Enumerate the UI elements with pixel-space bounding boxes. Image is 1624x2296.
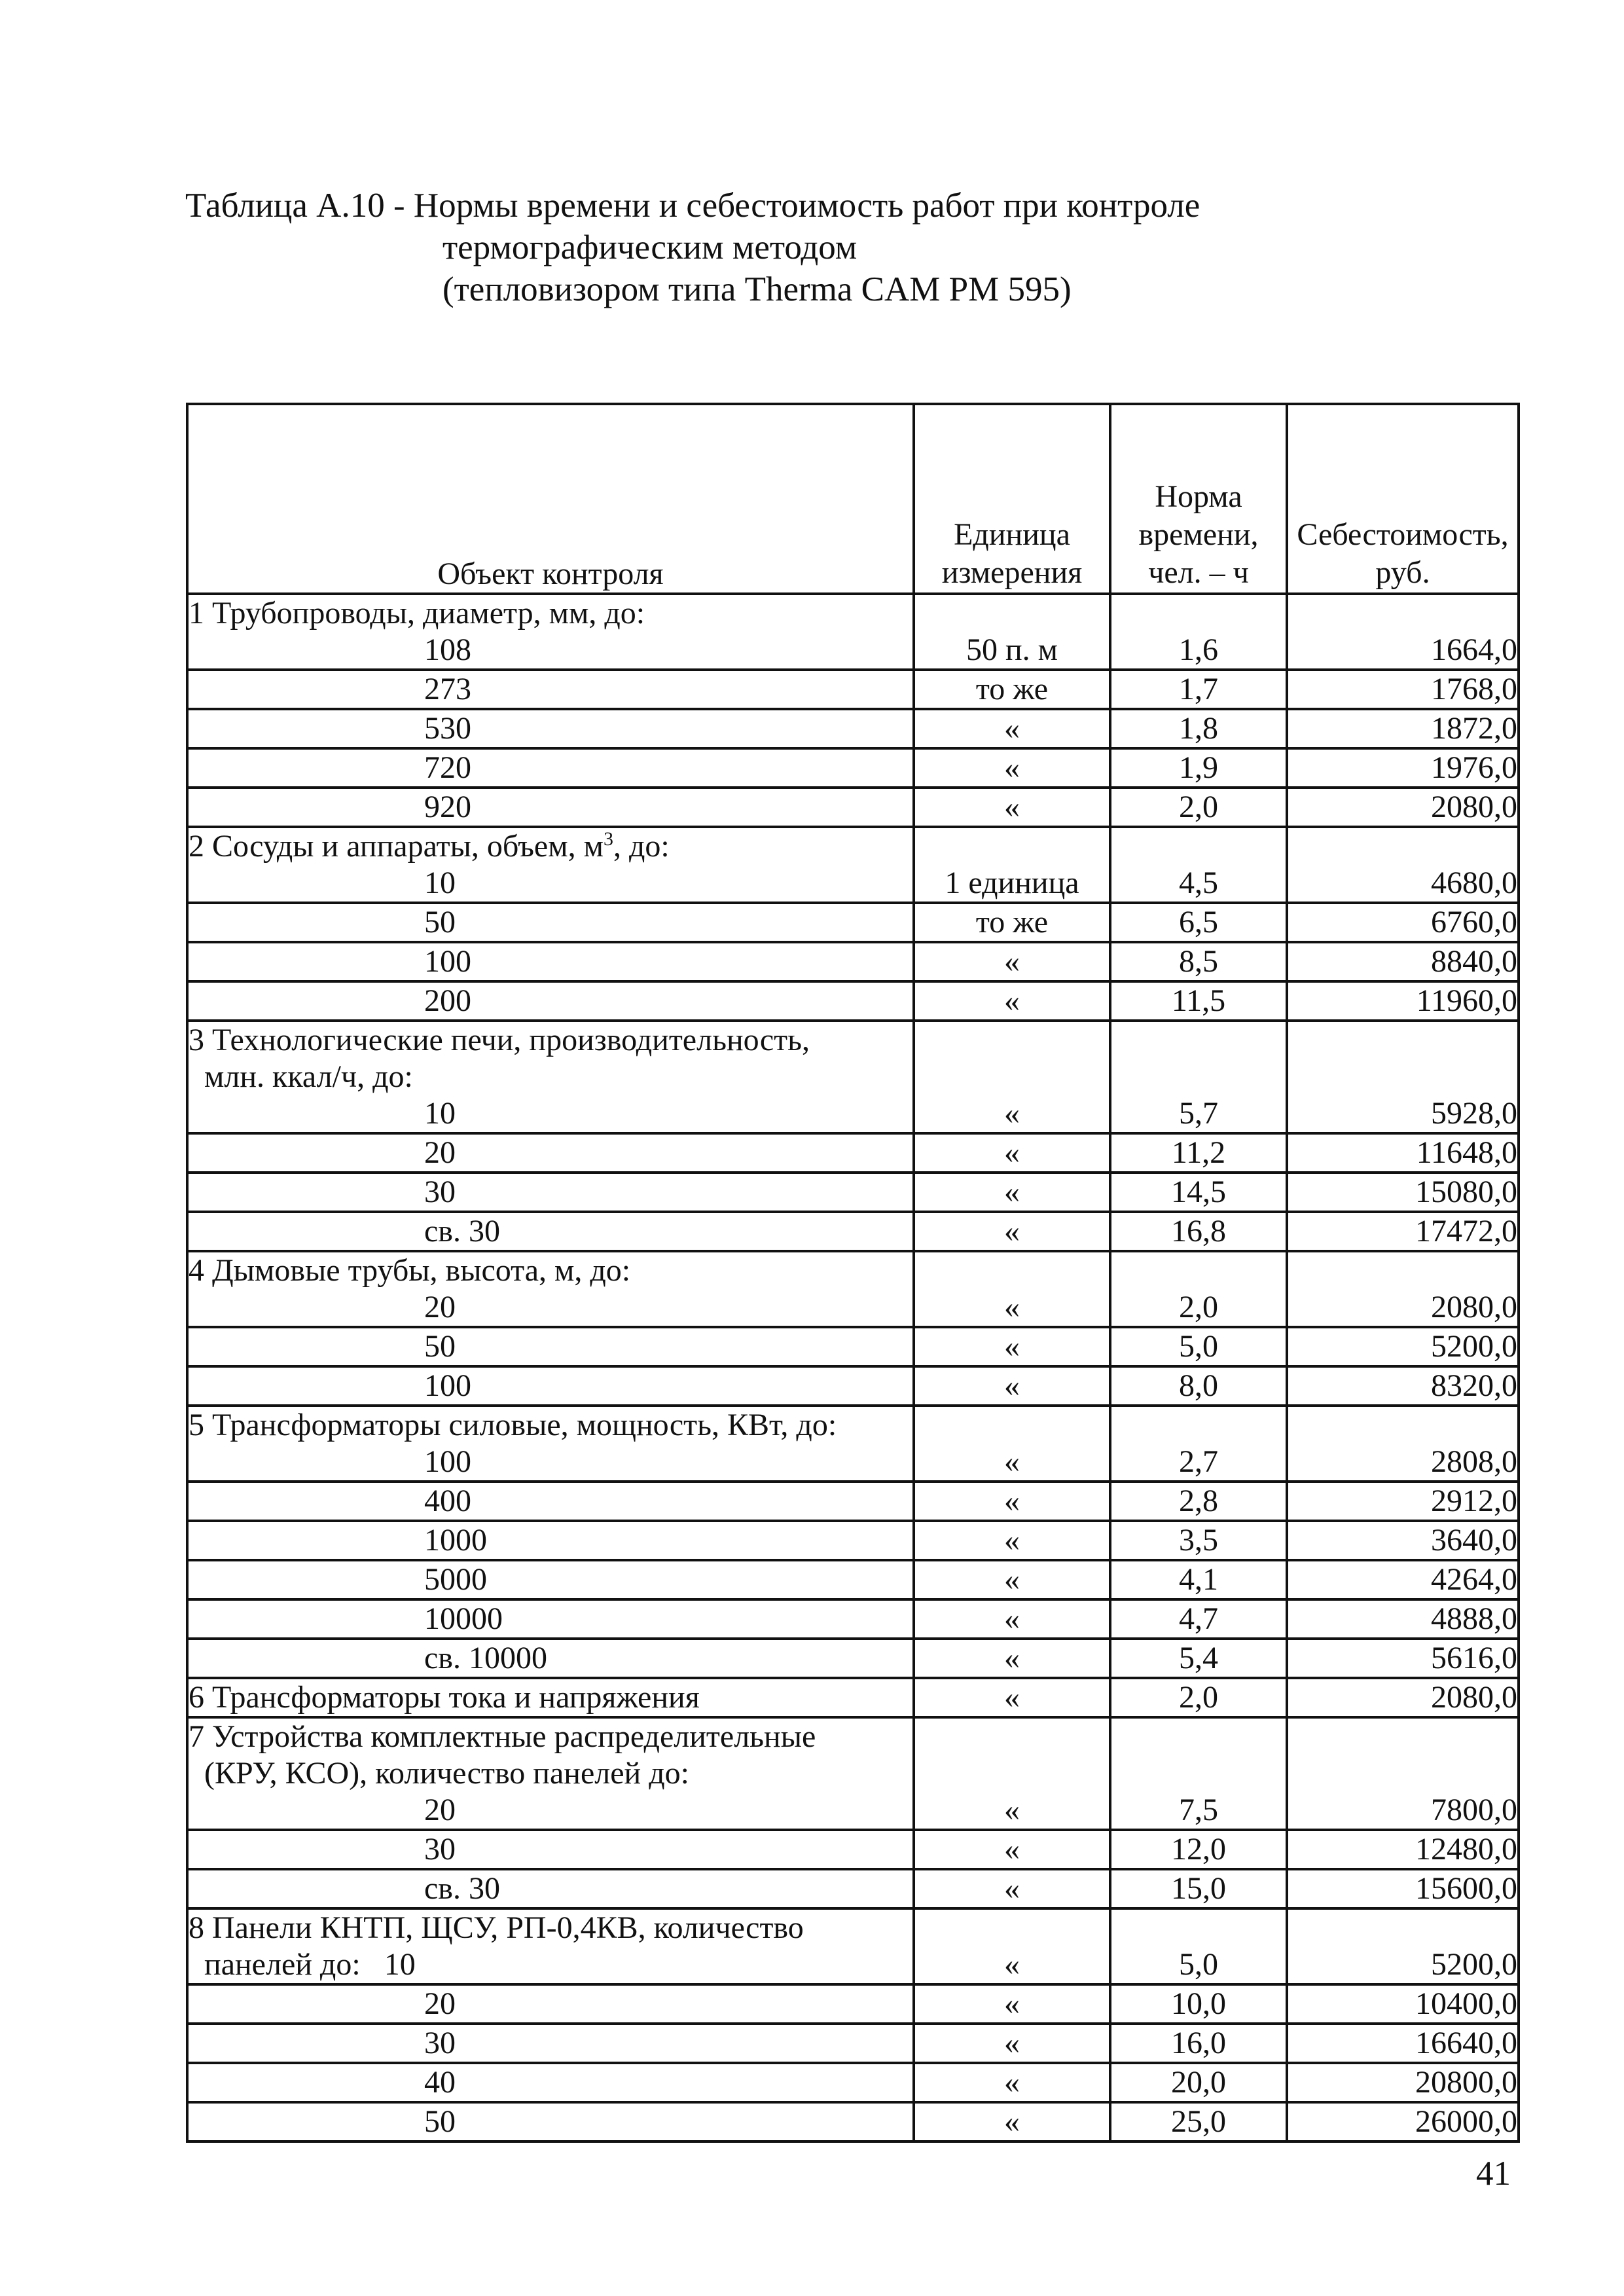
cell-norm: 1,9 [1110,748,1287,788]
cell-object [187,1678,914,1717]
row-value: 20 [424,1290,456,1324]
cell-unit: « [914,1366,1110,1406]
table-row [187,1133,1519,1173]
cell-unit: « [914,1599,1110,1639]
table-row [187,1482,1519,1521]
section-title-text: 3 Технологические печи, производительность, [189,1023,810,1057]
row-value: 1000 [424,1523,487,1558]
section-title [189,595,912,632]
header-unit: Единица измерения [914,404,1110,594]
cell-cost: 8840,0 [1287,942,1519,981]
cell-cost: 2912,0 [1287,1482,1519,1521]
cell-unit: « [914,2102,1110,2141]
section-block [189,595,912,668]
cell-object [187,1984,914,2024]
cell-cost: 2080,0 [1287,1251,1519,1327]
cell-cost: 11960,0 [1287,981,1519,1021]
row-value: 30 [424,1832,456,1867]
cell-cost: 2808,0 [1287,1406,1519,1482]
section-title-text: 1 Трубопроводы, диаметр, мм, до: [189,596,645,630]
cell-norm: 2,7 [1110,1406,1287,1482]
cell-object [187,2024,914,2063]
cell-object [187,1830,914,1869]
cell-cost: 15600,0 [1287,1869,1519,1908]
page-number: 41 [1476,2155,1511,2193]
cell-norm: 20,0 [1110,2063,1287,2102]
cell-object [187,2063,914,2102]
cell-unit: « [914,1984,1110,2024]
cell-object [187,670,914,709]
table-row [187,1984,1519,2024]
section-title-continuation: млн. ккал/ч, до: [204,1059,413,1094]
cell-unit: 1 единица [914,827,1110,903]
cell-unit: « [914,1133,1110,1173]
cell-unit: « [914,1639,1110,1678]
cell-norm: 1,7 [1110,670,1287,709]
table-header-row [187,404,1519,594]
cell-unit: « [914,709,1110,748]
cell-cost: 8320,0 [1287,1366,1519,1406]
cell-norm: 10,0 [1110,1984,1287,2024]
cell-object [187,1908,914,1984]
table-body [187,594,1519,2141]
cell-object [187,594,914,670]
cell-unit: « [914,2024,1110,2063]
table-row [187,827,1519,903]
table-row [187,709,1519,748]
cell-cost: 16640,0 [1287,2024,1519,2063]
table-row [187,1560,1519,1599]
cell-norm: 3,5 [1110,1521,1287,1560]
cell-object [187,1482,914,1521]
table-row [187,1251,1519,1327]
cell-object [187,1560,914,1599]
table-row [187,1406,1519,1482]
cell-unit: « [914,1327,1110,1366]
caption-line-2: термографическим методом [442,228,857,266]
row-value: 920 [424,790,471,824]
row-value: 50 [424,2104,456,2139]
table-row [187,1599,1519,1639]
row-value: 200 [424,983,471,1018]
header-norm: Норма времени, чел. – ч [1110,404,1287,594]
caption-line-3: (тепловизором типа Therma CAM PM 595) [442,270,1072,308]
cell-object [187,788,914,827]
row-value: 10000 [424,1601,503,1636]
cell-unit: « [914,1521,1110,1560]
table-row [187,1327,1519,1366]
header-object: Объект контроля [187,404,914,594]
cell-cost: 12480,0 [1287,1830,1519,1869]
section-title-text: 7 Устройства комплектные распределительные [189,1719,816,1754]
cell-unit: « [914,1717,1110,1830]
cell-cost: 5200,0 [1287,1908,1519,1984]
cell-norm: 2,0 [1110,1678,1287,1717]
cell-norm: 11,2 [1110,1133,1287,1173]
cell-unit: « [914,1678,1110,1717]
cell-norm: 5,7 [1110,1021,1287,1133]
section-block [189,1022,912,1132]
cell-norm: 2,0 [1110,1251,1287,1327]
cell-norm: 7,5 [1110,1717,1287,1830]
cell-object [187,709,914,748]
cell-unit: « [914,942,1110,981]
cell-norm: 5,4 [1110,1639,1287,1678]
section-title-text: 8 Панели КНТП, ЩСУ, РП-0,4КВ, количество [189,1910,804,1945]
row-value: 20 [424,1986,456,2021]
section-title-text: 2 Сосуды и аппараты, объем, м [189,829,604,864]
row-value: 5000 [424,1562,487,1597]
row-value: 10 [384,1947,416,1982]
cell-cost: 4680,0 [1287,827,1519,903]
row-value: 100 [424,1444,471,1479]
table-row [187,594,1519,670]
row-value: св. 30 [424,1214,500,1248]
table-row [187,1830,1519,1869]
cell-unit: « [914,1482,1110,1521]
cell-unit: « [914,748,1110,788]
cell-unit: « [914,1908,1110,1984]
row-value: 40 [424,2065,456,2100]
row-value: 530 [424,711,471,746]
row-value: 50 [424,1329,456,1364]
section-title-label: панелей до: [204,1947,361,1982]
table-row [187,1173,1519,1212]
cell-norm: 6,5 [1110,903,1287,942]
table-row [187,1212,1519,1251]
table-row [187,788,1519,827]
cell-unit: « [914,1173,1110,1212]
cell-unit: « [914,1869,1110,1908]
cell-cost: 1664,0 [1287,594,1519,670]
norms-table [186,403,1520,2143]
row-value: св. 10000 [424,1641,547,1675]
table-row [187,1678,1519,1717]
section-title [189,1910,912,1946]
cell-norm: 16,0 [1110,2024,1287,2063]
section-block [189,1407,912,1480]
row-value: 50 [424,905,456,939]
section-title [189,1022,912,1059]
table-row [187,1021,1519,1133]
cell-cost: 4264,0 [1287,1560,1519,1599]
cell-norm: 1,6 [1110,594,1287,670]
table-row [187,1639,1519,1678]
cell-norm: 12,0 [1110,1830,1287,1869]
cell-unit: « [914,1021,1110,1133]
caption-line-1: Таблица А.10 - Нормы времени и себестоимость работ при контроле [185,187,1200,225]
table-row [187,1366,1519,1406]
cell-object [187,1599,914,1639]
cell-norm: 5,0 [1110,1327,1287,1366]
table-row [187,1521,1519,1560]
row-value: 30 [424,1175,456,1209]
cell-cost: 10400,0 [1287,1984,1519,2024]
row-value: 100 [424,1368,471,1403]
cell-cost: 11648,0 [1287,1133,1519,1173]
cell-cost: 5616,0 [1287,1639,1519,1678]
cell-norm: 11,5 [1110,981,1287,1021]
row-value: 273 [424,672,471,706]
section-title [189,1407,912,1444]
table-row [187,1717,1519,1830]
section-title-tail: , до: [613,829,670,864]
cell-unit: « [914,1406,1110,1482]
cell-object [187,903,914,942]
table-row [187,2063,1519,2102]
section-block [189,1719,912,1829]
cell-cost: 17472,0 [1287,1212,1519,1251]
table-row [187,1908,1519,1984]
row-value: 10 [424,866,456,900]
cell-unit: « [914,1830,1110,1869]
cell-unit: « [914,1560,1110,1599]
cell-unit: « [914,1212,1110,1251]
section-title [189,1679,912,1716]
cell-norm: 4,1 [1110,1560,1287,1599]
cell-norm: 15,0 [1110,1869,1287,1908]
cell-cost: 3640,0 [1287,1521,1519,1560]
section-title-text: 4 Дымовые трубы, высота, м, до: [189,1253,631,1288]
cell-norm: 14,5 [1110,1173,1287,1212]
row-value: 10 [424,1096,456,1131]
cell-unit: « [914,1251,1110,1327]
cell-norm: 16,8 [1110,1212,1287,1251]
cell-unit: « [914,788,1110,827]
cell-cost: 15080,0 [1287,1173,1519,1212]
cell-object [187,1521,914,1560]
section-block [189,1252,912,1326]
table-row [187,942,1519,981]
cell-norm: 25,0 [1110,2102,1287,2141]
cell-norm: 5,0 [1110,1908,1287,1984]
cell-norm: 4,5 [1110,827,1287,903]
row-value: 20 [424,1793,456,1827]
row-value: св. 30 [424,1871,500,1906]
cell-unit: 50 п. м [914,594,1110,670]
cell-object [187,1717,914,1830]
cell-norm: 1,8 [1110,709,1287,748]
cell-cost: 1872,0 [1287,709,1519,748]
cell-cost: 7800,0 [1287,1717,1519,1830]
row-value: 400 [424,1484,471,1518]
cell-object [187,1869,914,1908]
cell-unit: то же [914,670,1110,709]
cell-object [187,1212,914,1251]
header-cost: Себестоимость, руб. [1287,404,1519,594]
cell-norm: 8,0 [1110,1366,1287,1406]
cell-cost: 2080,0 [1287,1678,1519,1717]
section-title [189,1252,912,1289]
section-title [189,1719,912,1755]
cell-object [187,748,914,788]
section-block [189,828,912,902]
cell-unit: « [914,981,1110,1021]
cell-cost: 6760,0 [1287,903,1519,942]
cell-object [187,1406,914,1482]
cell-object [187,1133,914,1173]
cell-cost: 5928,0 [1287,1021,1519,1133]
cell-object [187,827,914,903]
cell-cost: 5200,0 [1287,1327,1519,1366]
row-value: 108 [424,632,471,667]
cell-object [187,2102,914,2141]
row-value: 30 [424,2026,456,2060]
row-value: 20 [424,1135,456,1170]
cell-object [187,1366,914,1406]
cell-object [187,1173,914,1212]
cell-norm: 4,7 [1110,1599,1287,1639]
table-row [187,670,1519,709]
table-caption [185,185,1200,310]
cell-unit: « [914,2063,1110,2102]
cell-cost: 1768,0 [1287,670,1519,709]
table-row [187,2102,1519,2141]
cell-cost: 2080,0 [1287,788,1519,827]
cell-cost: 20800,0 [1287,2063,1519,2102]
cell-cost: 4888,0 [1287,1599,1519,1639]
section-block [189,1910,912,1983]
section-title [189,828,912,865]
cell-norm: 2,0 [1110,788,1287,827]
cell-object [187,1327,914,1366]
cell-norm: 2,8 [1110,1482,1287,1521]
cell-object [187,1639,914,1678]
cell-object [187,981,914,1021]
table-row [187,903,1519,942]
cell-cost: 1976,0 [1287,748,1519,788]
table-row [187,1869,1519,1908]
section-title-text: 6 Трансформаторы тока и напряжения [189,1680,700,1715]
section-title-continuation: (КРУ, КСО), количество панелей до: [204,1756,689,1791]
table-row [187,981,1519,1021]
row-value: 720 [424,750,471,785]
cell-object [187,1251,914,1327]
cell-object [187,1021,914,1133]
table-row [187,2024,1519,2063]
section-title-text: 5 Трансформаторы силовые, мощность, КВт, до: [189,1408,837,1442]
cell-object [187,942,914,981]
cell-norm: 8,5 [1110,942,1287,981]
section-title-superscript: 3 [603,828,613,850]
row-value: 100 [424,944,471,979]
cell-cost: 26000,0 [1287,2102,1519,2141]
table-row [187,748,1519,788]
section-inline-line [189,1946,912,1983]
cell-unit: то же [914,903,1110,942]
